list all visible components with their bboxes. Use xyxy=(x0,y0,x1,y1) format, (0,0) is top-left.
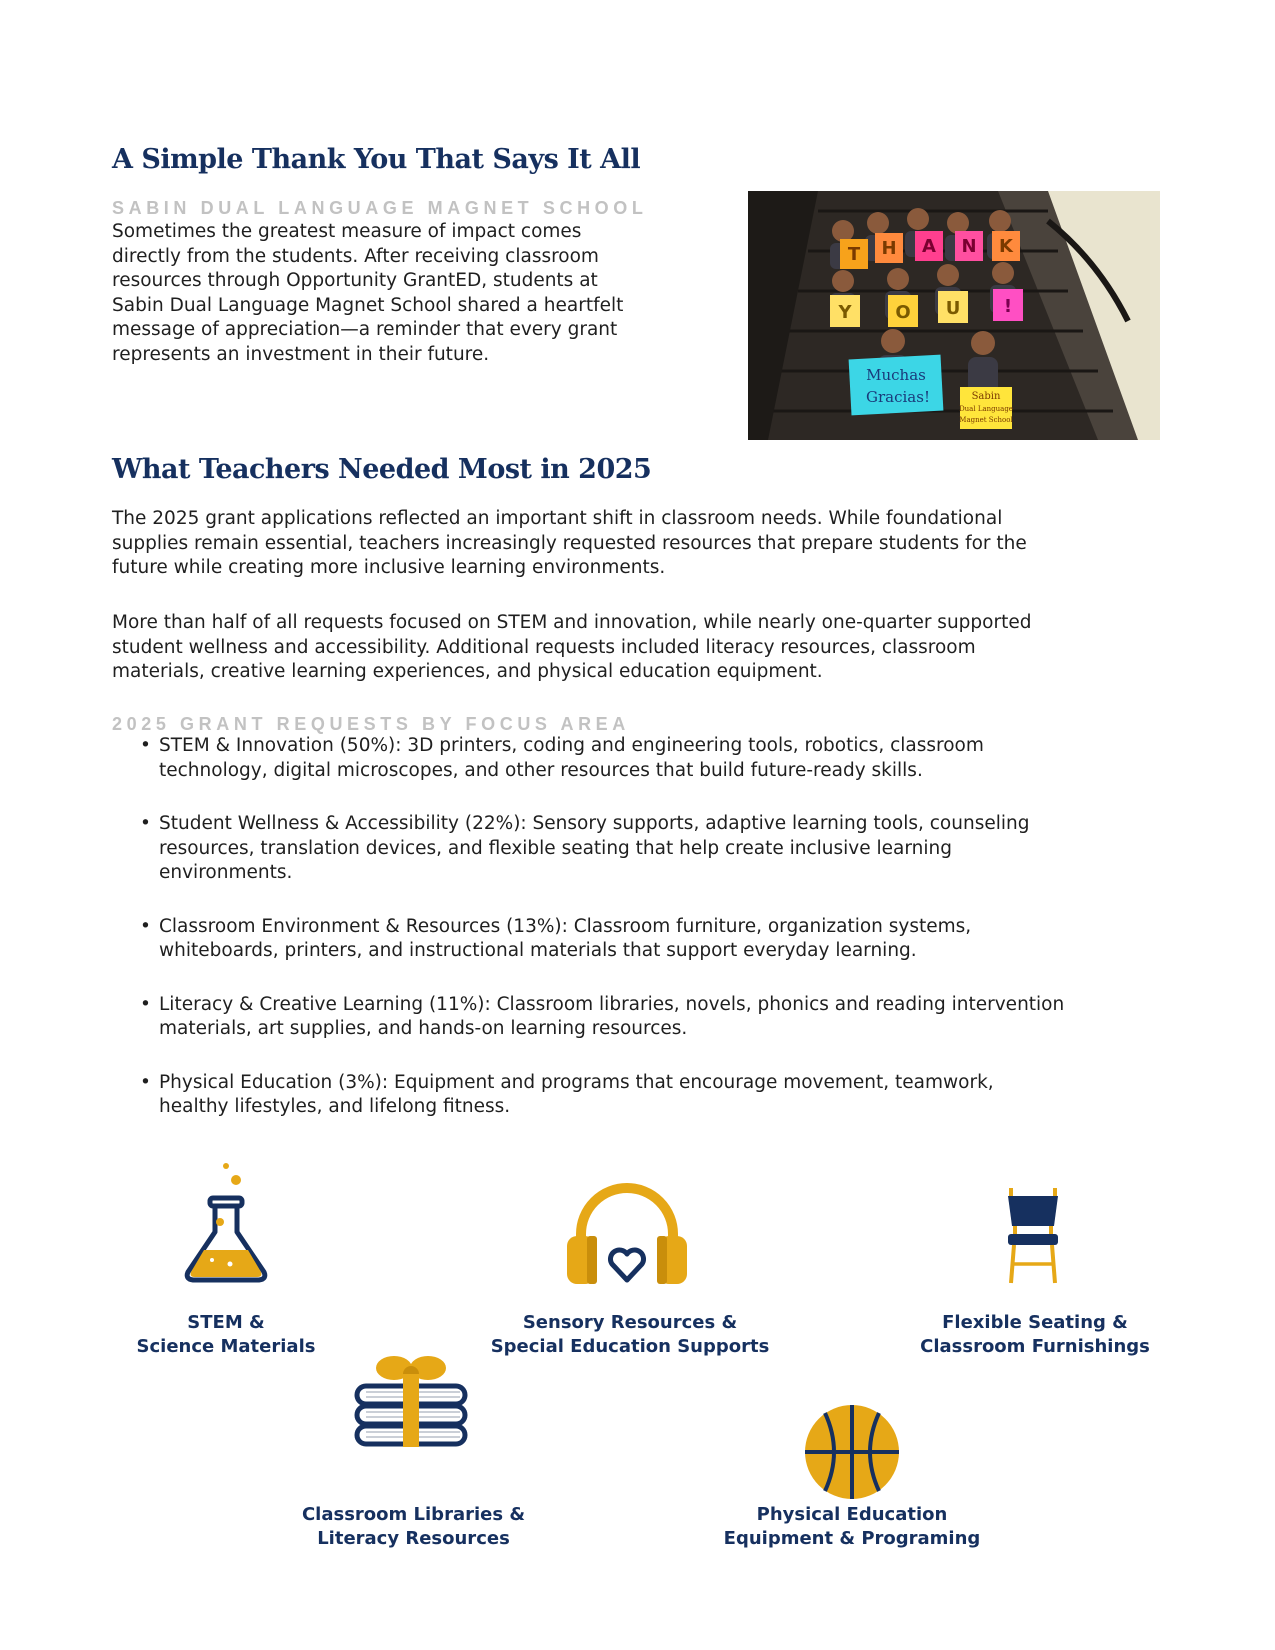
paragraph-line: message of appreciation—a reminder that every grant xyxy=(112,319,618,340)
books-gift-icon xyxy=(352,1356,470,1448)
focus-area-item xyxy=(140,993,1150,1042)
list-line: Physical Education (3%): Equipment and programs that encourage movement, teamwork, xyxy=(159,1071,994,1093)
list-line: materials, art supplies, and hands-on learning resources. xyxy=(159,1018,688,1039)
paragraph-line: More than half of all requests focused on STEM and innovation, while nearly one-quarter supported xyxy=(112,612,1032,633)
paragraph-line: materials, creative learning experiences, and physical education equipment. xyxy=(112,661,823,682)
focus-area-item xyxy=(140,915,1150,964)
svg-text:Dual Language: Dual Language xyxy=(959,405,1013,413)
needs-paragraph-2 xyxy=(112,611,1172,685)
bullet: • xyxy=(140,915,151,937)
school-name-eyebrow: SABIN DUAL LANGUAGE MAGNET SCHOOL xyxy=(112,198,648,218)
basketball-icon xyxy=(803,1403,901,1501)
paragraph-line: represents an investment in their future. xyxy=(112,343,490,365)
icon-label-libraries: Classroom Libraries & Literacy Resources xyxy=(301,1504,526,1549)
svg-text:!: ! xyxy=(1003,296,1013,317)
bullet: • xyxy=(140,1071,151,1093)
svg-text:T: T xyxy=(847,244,861,265)
headphones-heart-icon xyxy=(567,1178,687,1286)
paragraph-line: Sabin Dual Language Magnet School shared a heartfelt xyxy=(112,294,624,316)
paragraph-line: future while creating more inclusive learning environments. xyxy=(112,557,666,578)
section-title-teacher-needs: What Teachers Needed Most in 2025 xyxy=(112,454,652,485)
thank-you-paragraph xyxy=(112,220,702,367)
section-title-thank-you: A Simple Thank You That Says It All xyxy=(112,144,641,175)
list-line: whiteboards, printers, and instructional materials that support everyday learning. xyxy=(159,940,917,961)
bullet: • xyxy=(140,993,151,1015)
paragraph-line: student wellness and accessibility. Additional requests included literacy resources, classroom xyxy=(112,636,976,658)
svg-text:O: O xyxy=(895,302,911,323)
svg-text:A: A xyxy=(922,236,936,257)
chair-icon xyxy=(1004,1188,1062,1284)
list-line: Classroom Environment & Resources (13%): Classroom furniture, organization systems, xyxy=(159,915,972,937)
bullet: • xyxy=(140,813,151,834)
list-line: STEM & Innovation (50%): 3D printers, coding and engineering tools, robotics, classroom xyxy=(159,735,984,756)
icon-label-sensory: Sensory Resources & Special Education Supports xyxy=(490,1312,770,1357)
svg-text:Magnet School: Magnet School xyxy=(959,416,1013,424)
flask-icon xyxy=(182,1160,270,1284)
list-line: technology, digital microscopes, and other resources that build future-ready skills. xyxy=(159,759,923,781)
svg-text:Gracias!: Gracias! xyxy=(866,388,930,406)
svg-text:Y: Y xyxy=(838,302,852,323)
paragraph-line: The 2025 grant applications reflected an important shift in classroom needs. While foundational xyxy=(112,508,1003,529)
svg-text:U: U xyxy=(945,298,961,319)
paragraph-line: resources through Opportunity GrantED, students at xyxy=(112,270,598,291)
paragraph-line: supplies remain essential, teachers increasingly requested resources that prepare students for the xyxy=(112,532,1027,554)
icon-label-seating: Flexible Seating & Classroom Furnishings xyxy=(920,1312,1150,1357)
list-line: Literacy & Creative Learning (11%): Classroom libraries, novels, phonics and reading intervention xyxy=(159,993,1065,1015)
list-line: environments. xyxy=(159,862,293,883)
svg-text:N: N xyxy=(961,236,977,257)
paragraph-line: directly from the students. After receiving classroom xyxy=(112,245,599,267)
needs-paragraph-1 xyxy=(112,507,1172,581)
svg-text:Muchas: Muchas xyxy=(866,366,926,384)
icon-label-physical-education: Physical Education Equipment & Programing xyxy=(723,1504,981,1549)
svg-text:K: K xyxy=(999,236,1013,257)
list-line: healthy lifestyles, and lifelong fitness. xyxy=(159,1096,511,1117)
focus-area-item xyxy=(140,734,1150,783)
list-line: Student Wellness & Accessibility (22%): Sensory supports, adaptive learning tools, counseling xyxy=(159,813,1030,834)
focus-area-item xyxy=(140,812,1150,886)
focus-area-item xyxy=(140,1071,1150,1120)
students-thank-you-photo xyxy=(748,191,1160,440)
svg-text:Sabin: Sabin xyxy=(971,391,1001,402)
paragraph-line: Sometimes the greatest measure of impact comes xyxy=(112,221,582,242)
bullet: • xyxy=(140,735,151,756)
focus-area-eyebrow: 2025 GRANT REQUESTS BY FOCUS AREA xyxy=(112,714,630,734)
focus-area-list xyxy=(140,734,1150,1149)
list-line: resources, translation devices, and flexible seating that help create inclusive learning xyxy=(159,837,952,859)
icon-label-stem: STEM & Science Materials xyxy=(136,1312,316,1357)
svg-text:H: H xyxy=(881,238,897,259)
